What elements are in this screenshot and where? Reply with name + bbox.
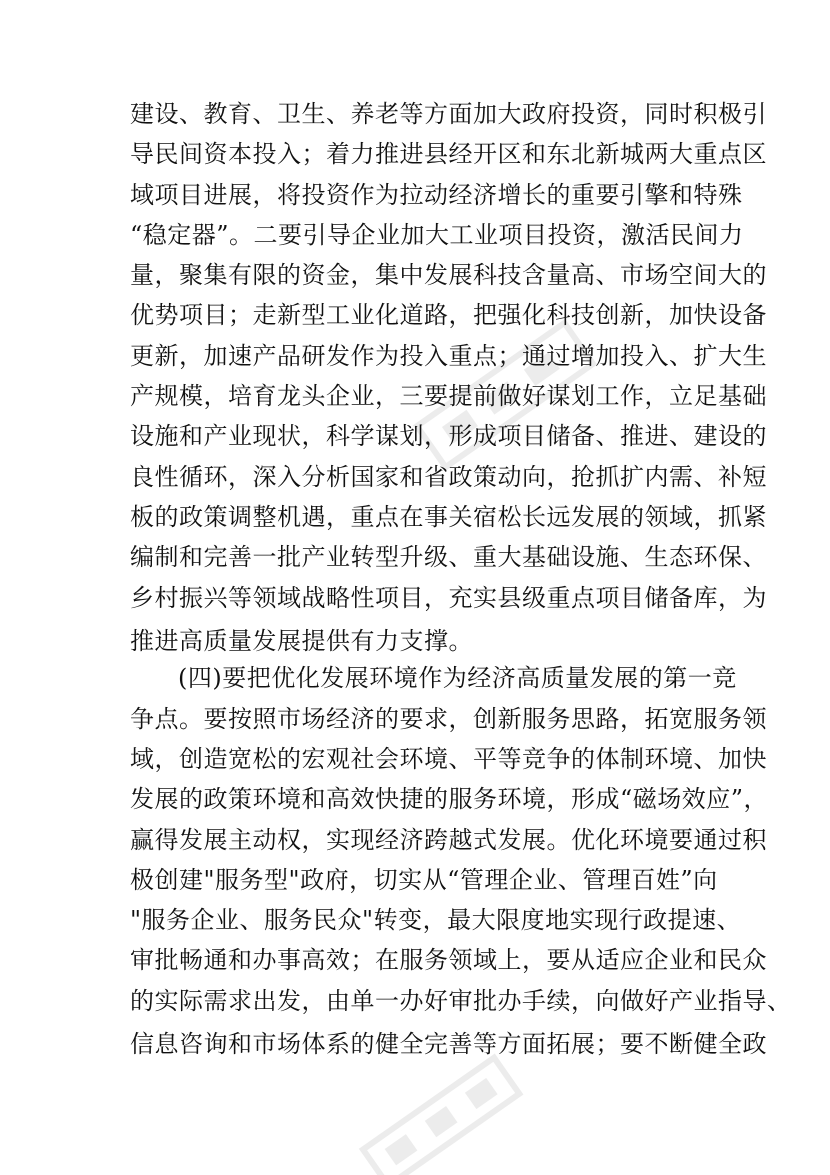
text-line-21: "服务企业、服务民众"转变，最大限度地实现行政提速、 xyxy=(130,906,742,934)
text-line-6: 优势项目；走新型工业化道路，把强化科技创新，加快设备 xyxy=(130,301,767,329)
text-line-22: 审批畅通和办事高效；在服务领域上，要从适应企业和民众 xyxy=(130,946,767,974)
text-line-7: 更新，加速产品研发作为投入重点；通过增加投入、扩大生 xyxy=(130,342,767,370)
text-line-8: 产规模，培育龙头企业，三要提前做好谋划工作，立足基础 xyxy=(130,382,767,410)
text-line-10: 良性循环，深入分析国家和省政策动向，抢抓扩内需、补短 xyxy=(130,463,767,491)
text-line-3: 域项目进展，将投资作为拉动经济增长的重要引擎和特殊 xyxy=(130,181,743,209)
text-line-19: 赢得发展主动权，实现经济跨越式发展。优化环境要通过积 xyxy=(130,826,767,854)
text-line-2: 导民间资本投入；着力推进县经开区和东北新城两大重点区 xyxy=(130,140,767,168)
text-line-11: 板的政策调整机遇，重点在事关宿松长远发展的领域，抓紧 xyxy=(130,503,767,531)
text-line-1: 建设、教育、卫生、养老等方面加大政府投资，同时积极引 xyxy=(130,100,767,128)
text-line-9: 设施和产业现状，科学谋划，形成项目储备、推进、建设的 xyxy=(130,422,767,450)
text-line-16: 争点。要按照市场经济的要求，创新服务思路，拓宽服务领 xyxy=(130,705,767,733)
text-line-20: 极创建"服务型"政府，切实从“管理企业、管理百姓”向 xyxy=(130,866,718,894)
paragraph-heading-line: (四)要把优化发展环境作为经济高质量发展的第一竞 xyxy=(178,664,737,692)
text-line-17: 域，创造宽松的宏观社会环境、平等竞争的体制环境、加快 xyxy=(130,745,767,773)
text-line-24: 信息咨询和市场体系的健全完善等方面拓展；要不断健全政 xyxy=(130,1030,767,1058)
text-line-5: 量，聚集有限的资金，集中发展科技含量高、市场空间大的 xyxy=(130,261,767,289)
text-line-18: 发展的政策环境和高效快捷的服务环境，形成“磁场效应”， xyxy=(130,785,769,813)
text-line-12: 编制和完善一批产业转型升级、重大基础设施、生态环保、 xyxy=(130,543,767,571)
text-line-14: 推进高质量发展提供有力支撑。 xyxy=(130,627,473,655)
text-line-13: 乡村振兴等领域战略性项目，充实县级重点项目储备库，为 xyxy=(130,584,767,612)
text-line-4: “稳定器”。二要引导企业加大工业项目投资，激活民间力 xyxy=(130,221,744,249)
text-line-23: 的实际需求出发，由单一办好审批办手续，向做好产业指导、 xyxy=(130,987,792,1015)
